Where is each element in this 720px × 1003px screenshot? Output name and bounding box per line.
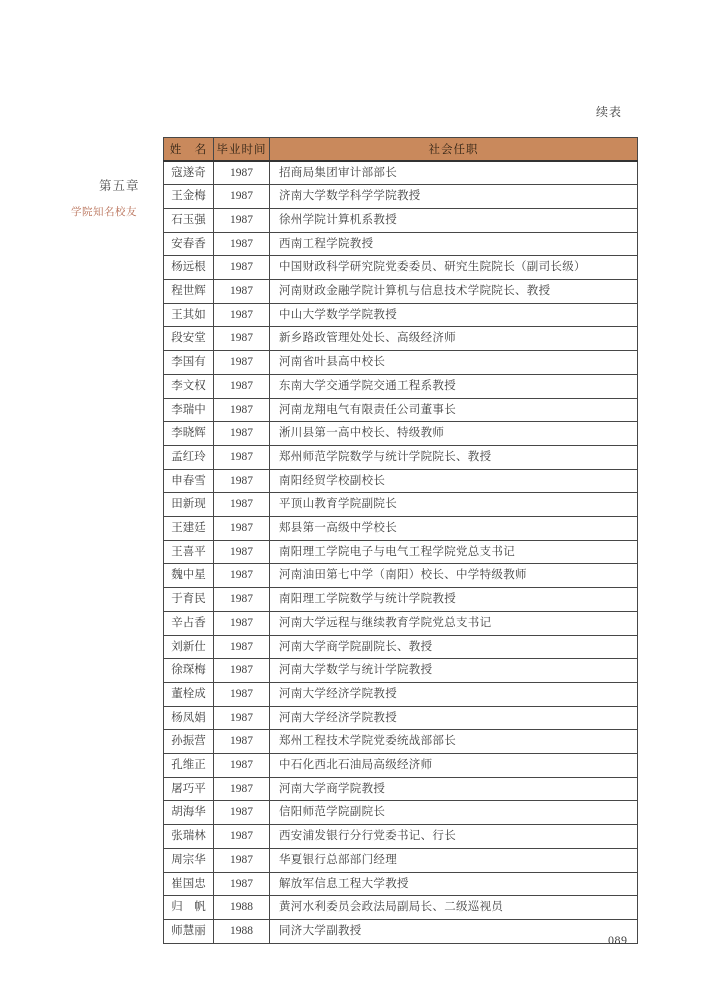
header-name: 姓 名 [164, 138, 214, 161]
name-cell: 安春香 [164, 232, 214, 256]
table-row [164, 256, 638, 280]
table-row [164, 540, 638, 564]
table-row [164, 706, 638, 730]
continued-table-label: 续表 [596, 105, 623, 119]
year-cell: 1987 [214, 706, 270, 730]
name-cell: 孙振营 [164, 730, 214, 754]
table-row [164, 588, 638, 612]
name-cell: 田新现 [164, 493, 214, 517]
year-cell: 1987 [214, 422, 270, 446]
position-cell: 河南财政金融学院计算机与信息技术学院院长、教授 [270, 280, 638, 304]
name-cell: 张瑞林 [164, 825, 214, 849]
position-cell: 郑州师范学院数学与统计学院院长、教授 [270, 445, 638, 469]
name-cell: 魏中星 [164, 564, 214, 588]
name-cell: 师慧丽 [164, 920, 214, 944]
table-row [164, 611, 638, 635]
name-cell: 刘新仕 [164, 635, 214, 659]
position-cell: 中国财政科学研究院党委委员、研究生院院长（副司长级） [270, 256, 638, 280]
position-cell: 西安浦发银行分行党委书记、行长 [270, 825, 638, 849]
table-row [164, 280, 638, 304]
name-cell: 寇遂奇 [164, 161, 214, 185]
table-row [164, 730, 638, 754]
position-cell: 济南大学数学科学学院教授 [270, 185, 638, 209]
table-row [164, 848, 638, 872]
name-cell: 李国有 [164, 351, 214, 375]
position-cell: 郑州工程技术学院党委统战部部长 [270, 730, 638, 754]
table-row [164, 872, 638, 896]
position-cell: 信阳师范学院副院长 [270, 801, 638, 825]
year-cell: 1987 [214, 611, 270, 635]
table-row [164, 920, 638, 944]
year-cell: 1987 [214, 374, 270, 398]
year-cell: 1987 [214, 872, 270, 896]
year-cell: 1987 [214, 635, 270, 659]
position-cell: 同济大学副教授 [270, 920, 638, 944]
position-cell: 南阳理工学院数学与统计学院教授 [270, 588, 638, 612]
name-cell: 王喜平 [164, 540, 214, 564]
year-cell: 1987 [214, 469, 270, 493]
table-row [164, 635, 638, 659]
position-cell: 平顶山教育学院副院长 [270, 493, 638, 517]
year-cell: 1987 [214, 185, 270, 209]
table-row [164, 493, 638, 517]
position-cell: 华夏银行总部部门经理 [270, 848, 638, 872]
position-cell: 河南大学商学院副院长、教授 [270, 635, 638, 659]
table-row [164, 896, 638, 920]
position-cell: 新乡路政管理处处长、高级经济师 [270, 327, 638, 351]
year-cell: 1987 [214, 517, 270, 541]
position-cell: 河南大学经济学院教授 [270, 706, 638, 730]
position-cell: 招商局集团审计部部长 [270, 161, 638, 185]
table-row [164, 351, 638, 375]
name-cell: 杨远根 [164, 256, 214, 280]
name-cell: 周宗华 [164, 848, 214, 872]
table-row [164, 469, 638, 493]
table-row [164, 161, 638, 185]
position-cell: 淅川县第一高中校长、特级教师 [270, 422, 638, 446]
year-cell: 1987 [214, 682, 270, 706]
section-label: 学院知名校友 [71, 207, 137, 218]
name-cell: 申春雪 [164, 469, 214, 493]
name-cell: 辛占香 [164, 611, 214, 635]
table-row [164, 374, 638, 398]
year-cell: 1987 [214, 730, 270, 754]
name-cell: 段安堂 [164, 327, 214, 351]
year-cell: 1987 [214, 256, 270, 280]
position-cell: 中山大学数学学院教授 [270, 303, 638, 327]
table-row [164, 398, 638, 422]
year-cell: 1987 [214, 659, 270, 683]
name-cell: 董栓成 [164, 682, 214, 706]
position-cell: 河南大学数学与统计学院教授 [270, 659, 638, 683]
position-cell: 河南省叶县高中校长 [270, 351, 638, 375]
table-row [164, 777, 638, 801]
year-cell: 1987 [214, 540, 270, 564]
table-row [164, 232, 638, 256]
name-cell: 杨凤娟 [164, 706, 214, 730]
year-cell: 1987 [214, 303, 270, 327]
name-cell: 于育民 [164, 588, 214, 612]
table-row [164, 185, 638, 209]
year-cell: 1987 [214, 564, 270, 588]
year-cell: 1987 [214, 825, 270, 849]
position-cell: 河南大学商学院教授 [270, 777, 638, 801]
year-cell: 1987 [214, 161, 270, 185]
table-row [164, 303, 638, 327]
position-cell: 郏县第一高级中学校长 [270, 517, 638, 541]
name-cell: 李文权 [164, 374, 214, 398]
table-row [164, 564, 638, 588]
name-cell: 崔国忠 [164, 872, 214, 896]
table-row [164, 659, 638, 683]
name-cell: 胡海华 [164, 801, 214, 825]
table-row [164, 801, 638, 825]
year-cell: 1988 [214, 896, 270, 920]
year-cell: 1987 [214, 351, 270, 375]
year-cell: 1987 [214, 777, 270, 801]
year-cell: 1987 [214, 848, 270, 872]
page-number: 089 [608, 933, 628, 947]
table-row [164, 754, 638, 778]
position-cell: 东南大学交通学院交通工程系教授 [270, 374, 638, 398]
year-cell: 1987 [214, 445, 270, 469]
year-cell: 1987 [214, 398, 270, 422]
name-cell: 石玉强 [164, 208, 214, 232]
position-cell: 解放军信息工程大学教授 [270, 872, 638, 896]
name-cell: 王建廷 [164, 517, 214, 541]
table-row [164, 825, 638, 849]
year-cell: 1987 [214, 327, 270, 351]
name-cell: 王金梅 [164, 185, 214, 209]
position-cell: 徐州学院计算机系教授 [270, 208, 638, 232]
chapter-label: 第五章 [99, 179, 140, 193]
year-cell: 1987 [214, 493, 270, 517]
table-body [164, 161, 638, 944]
name-cell: 徐琛梅 [164, 659, 214, 683]
header-row [164, 138, 638, 161]
year-cell: 1987 [214, 208, 270, 232]
year-cell: 1987 [214, 588, 270, 612]
year-cell: 1987 [214, 232, 270, 256]
header-social-position: 社会任职 [270, 138, 638, 161]
table-row [164, 517, 638, 541]
alumni-table-header [164, 138, 638, 161]
position-cell: 河南大学经济学院教授 [270, 682, 638, 706]
position-cell: 西南工程学院教授 [270, 232, 638, 256]
table-row [164, 682, 638, 706]
header-graduation-year: 毕业时间 [214, 138, 270, 161]
name-cell: 程世辉 [164, 280, 214, 304]
table-row [164, 208, 638, 232]
year-cell: 1987 [214, 754, 270, 778]
name-cell: 屠巧平 [164, 777, 214, 801]
name-cell: 王其如 [164, 303, 214, 327]
position-cell: 河南龙翔电气有限责任公司董事长 [270, 398, 638, 422]
position-cell: 南阳理工学院电子与电气工程学院党总支书记 [270, 540, 638, 564]
name-cell: 李晓辉 [164, 422, 214, 446]
table-row [164, 445, 638, 469]
year-cell: 1988 [214, 920, 270, 944]
position-cell: 河南油田第七中学（南阳）校长、中学特级教师 [270, 564, 638, 588]
position-cell: 南阳经贸学校副校长 [270, 469, 638, 493]
position-cell: 河南大学远程与继续教育学院党总支书记 [270, 611, 638, 635]
position-cell: 黄河水利委员会政法局副局长、二级巡视员 [270, 896, 638, 920]
alumni-table [163, 137, 638, 944]
year-cell: 1987 [214, 801, 270, 825]
name-cell: 归 帆 [164, 896, 214, 920]
table-row [164, 422, 638, 446]
position-cell: 中石化西北石油局高级经济师 [270, 754, 638, 778]
name-cell: 孔维正 [164, 754, 214, 778]
year-cell: 1987 [214, 280, 270, 304]
name-cell: 孟红玲 [164, 445, 214, 469]
name-cell: 李瑞中 [164, 398, 214, 422]
table-row [164, 327, 638, 351]
